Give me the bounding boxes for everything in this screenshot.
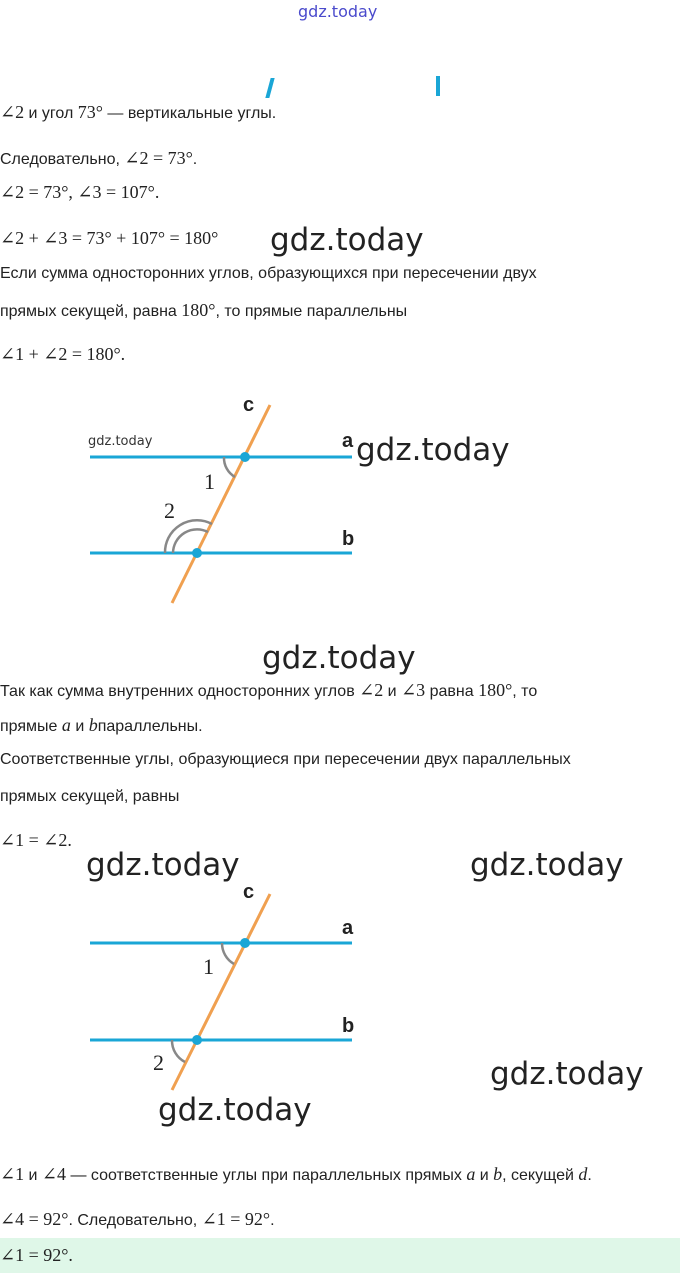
angle-1-arc	[224, 457, 235, 477]
intersection-point-a	[240, 452, 250, 462]
watermark: gdz.today	[262, 640, 416, 676]
answer-box	[0, 1238, 680, 1273]
watermark: gdz.today	[86, 847, 240, 883]
text-line-2: Следовательно, ∠2 = 73°.	[0, 148, 198, 168]
label-a: a	[342, 917, 354, 939]
watermark: gdz.today	[158, 1092, 312, 1128]
text-line-9: прямые a и bпараллельны.	[0, 715, 203, 735]
text-line-13: ∠1 и ∠4 — соответственные углы при параллельных прямых a и b, секущей d.	[0, 1164, 592, 1184]
decorative-tick-left	[265, 78, 274, 98]
label-angle-2: 2	[153, 1050, 164, 1075]
label-c: c	[243, 881, 255, 903]
watermark-small: gdz.today	[88, 434, 153, 449]
text-line-12: ∠1 = ∠2.	[0, 830, 72, 850]
angle-1-arc	[222, 943, 234, 964]
watermark: gdz.today	[356, 432, 510, 468]
intersection-point-b	[192, 1035, 202, 1045]
text-line-1: ∠2 и угол 73° — вертикальные углы.	[0, 102, 277, 122]
label-c: c	[243, 394, 255, 416]
decorative-tick-right	[436, 76, 440, 96]
parallel-lines-diagram-1	[0, 385, 400, 615]
text-line-11: прямых секущей, равны	[0, 788, 180, 805]
label-angle-1: 1	[203, 954, 214, 979]
text-line-14: ∠4 = 92°. Следовательно, ∠1 = 92°.	[0, 1209, 275, 1229]
watermark-top: gdz.today	[298, 2, 378, 21]
intersection-point-b	[192, 548, 202, 558]
text-line-10: Соответственные углы, образующиеся при пересечении двух параллельных	[0, 751, 571, 768]
text-line-4: ∠2 + ∠3 = 73° + 107° = 180°	[0, 228, 219, 248]
label-a: a	[342, 430, 354, 452]
transversal-c	[172, 405, 270, 603]
label-b: b	[342, 1015, 355, 1037]
answer-text: ∠1 = 92°.	[0, 1245, 73, 1265]
intersection-point-a	[240, 938, 250, 948]
text-line-7: ∠1 + ∠2 = 180°.	[0, 344, 126, 364]
transversal-c	[172, 894, 270, 1090]
text-line-6: прямых секущей, равна 180°, то прямые параллельны	[0, 300, 408, 320]
label-angle-1: 1	[204, 469, 215, 494]
text-line-8: Так как сумма внутренних односторонних углов ∠2 и ∠3 равна 180°, то	[0, 680, 538, 700]
watermark: gdz.today	[470, 847, 624, 883]
parallel-lines-diagram-2	[0, 870, 400, 1100]
text-line-5: Если сумма односторонних углов, образующихся при пересечении двух	[0, 265, 537, 282]
watermark: gdz.today	[270, 222, 424, 258]
label-b: b	[342, 528, 355, 550]
label-angle-2: 2	[164, 498, 175, 523]
text-line-3: ∠2 = 73°, ∠3 = 107°.	[0, 182, 160, 202]
watermark: gdz.today	[490, 1056, 644, 1092]
angle-2-arc	[172, 1040, 185, 1062]
